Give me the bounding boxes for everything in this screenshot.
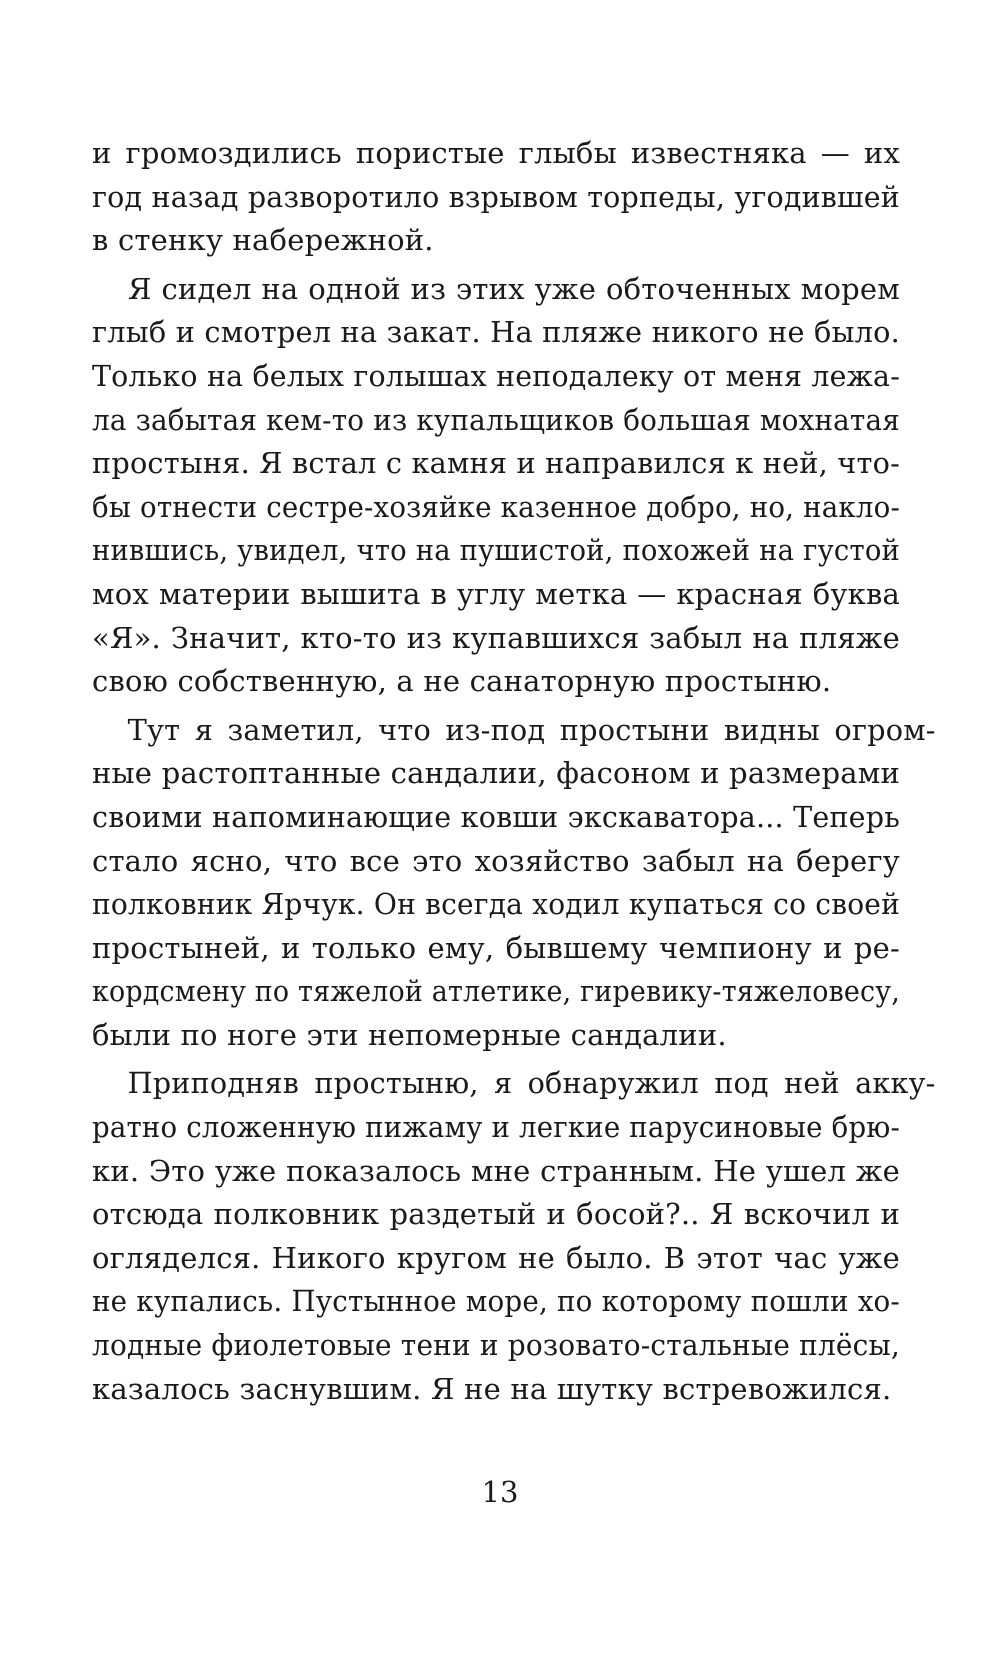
text-line: год назад разворотило взрывом торпеды, угодившей [92, 179, 900, 214]
text-line: ные растоптанные сандалии, фасоном и размерами [92, 756, 900, 791]
text-line: огляделся. Никого кругом не было. В этот час уже [92, 1240, 900, 1275]
text-line: простыня. Я встал с камня и направился к ней, что- [92, 446, 900, 481]
text-line: стало ясно, что все это хозяйство забыл на берегу [92, 843, 900, 878]
text-line: Только на белых голышах неподалеку от меня лежа- [92, 358, 900, 393]
text-line: своими напоминающие ковши экскаватора... Теперь [92, 799, 900, 834]
text-line: нившись, увидел, что на пушистой, похожей на густой [92, 533, 900, 568]
text-line: свою собственную, а не санаторную простыню. [92, 664, 832, 699]
text-line: ратно сложенную пижаму и легкие парусиновые брю- [92, 1110, 900, 1145]
text-line: были по ноге эти непомерные сандалии. [92, 1017, 727, 1052]
text-line: Тут я заметил, что из-под простыни видны огром- [127, 712, 936, 747]
text-line: в стенку набережной. [92, 223, 434, 258]
text-line: Приподняв простыню, я обнаружил под ней акку- [127, 1066, 936, 1101]
text-line: казалось заснувшим. Я не на шутку встревожился. [92, 1371, 892, 1406]
text-line: мох материи вышита в углу метка — красная буква [92, 576, 900, 611]
text-line: бы отнести сестре-хозяйке казенное добро, но, накло- [92, 489, 900, 524]
text-line: лодные фиолетовые тени и розовато-стальные плёсы, [92, 1328, 900, 1363]
text-line: кордсмену по тяжелой атлетике, гиревику-тяжеловесу, [92, 974, 900, 1009]
body-text [92, 132, 936, 1411]
text-line: полковник Ярчук. Он всегда ходил купаться со своей [92, 887, 900, 922]
text-line: не купались. Пустынное море, по которому пошли хо- [92, 1284, 900, 1319]
text-line: и громоздились пористые глыбы известняка — их [92, 136, 900, 170]
text-line: ла забытая кем-то из купальщиков большая мохнатая [92, 402, 900, 437]
text-line: Я сидел на одной из этих уже обточенных морем [128, 271, 900, 306]
text-line: простыней, и только ему, бывшему чемпиону и ре- [92, 930, 900, 965]
text-line: отсюда полковник раздетый и босой?.. Я вскочил и [92, 1197, 900, 1232]
text-line: ки. Это уже показалось мне странным. Не ушел же [92, 1153, 900, 1188]
text-line: глыб и смотрел на закат. На пляже никого не было. [92, 315, 900, 350]
page-number: 13 [481, 1475, 519, 1509]
text-line: «Я». Значит, кто-то из купавшихся забыл на пляже [92, 620, 900, 655]
